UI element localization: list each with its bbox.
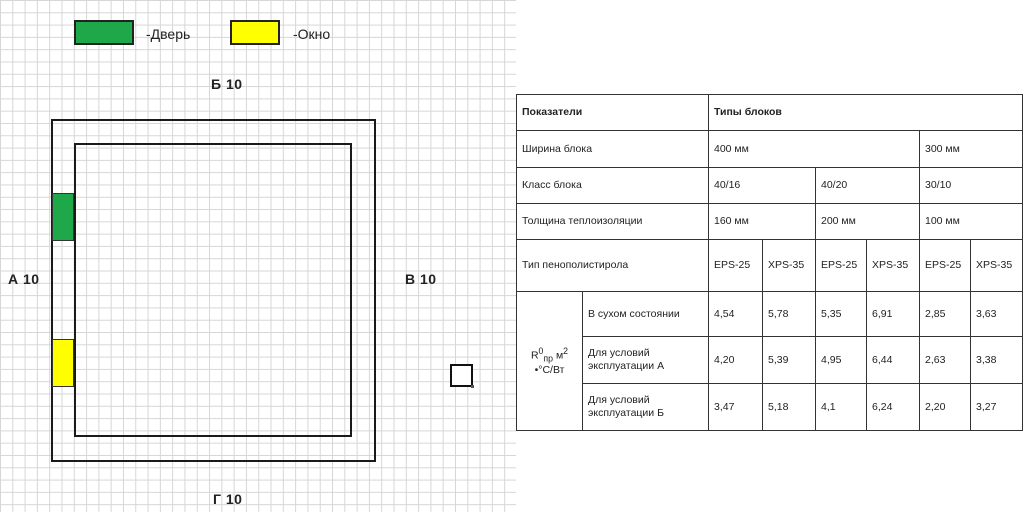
table-cell: 2,63 xyxy=(920,337,971,384)
table-cell: 3,63 xyxy=(971,292,1023,337)
legend-window-label: -Окно xyxy=(293,26,331,42)
table-cell: 2,20 xyxy=(920,384,971,431)
table-row-foam xyxy=(517,240,1023,292)
r-unit: м xyxy=(553,349,564,362)
r-unit-superscript: 2 xyxy=(563,345,569,356)
table-row-dry xyxy=(517,292,1023,337)
row-label-resistance xyxy=(517,292,583,431)
legend-window-swatch xyxy=(230,20,280,45)
cell-class-3: 30/10 xyxy=(920,168,1023,204)
cell-ins-2: 200 мм xyxy=(816,204,920,240)
table-header-row xyxy=(517,95,1023,131)
table-row-width xyxy=(517,131,1023,168)
table-cell: 5,18 xyxy=(763,384,816,431)
table-row-cond-b xyxy=(517,384,1023,431)
small-square-handle xyxy=(471,385,474,388)
door-opening xyxy=(52,193,74,241)
plan-label-top: Б 10 xyxy=(211,76,243,92)
table-cell: 5,78 xyxy=(763,292,816,337)
cell-foam: EPS-25 xyxy=(920,240,971,292)
table-cell: 4,1 xyxy=(816,384,867,431)
table-cell: 4,54 xyxy=(709,292,763,337)
table-cell: 6,91 xyxy=(867,292,920,337)
legend-door-swatch xyxy=(74,20,134,45)
cell-foam: EPS-25 xyxy=(816,240,867,292)
inner-wall xyxy=(74,143,352,437)
row-label-class: Класс блока xyxy=(517,168,709,204)
cell-width-400: 400 мм xyxy=(709,131,920,168)
cell-foam: XPS-35 xyxy=(763,240,816,292)
legend-door-label: -Дверь xyxy=(146,26,191,42)
table-cell: 4,95 xyxy=(816,337,867,384)
cell-foam: EPS-25 xyxy=(709,240,763,292)
row-label-dry: В сухом состоянии xyxy=(583,292,709,337)
r-superscript: 0 xyxy=(538,345,544,356)
table-cell: 6,24 xyxy=(867,384,920,431)
table-cell: 5,35 xyxy=(816,292,867,337)
table-row-cond-a xyxy=(517,337,1023,384)
plan-label-right: В 10 xyxy=(405,271,437,287)
row-label-cond-b: Для условий эксплуатации Б xyxy=(583,384,709,431)
table-cell: 4,20 xyxy=(709,337,763,384)
plan-label-bottom: Г 10 xyxy=(213,491,243,507)
window-opening xyxy=(52,339,74,387)
header-block-types: Типы блоков xyxy=(709,95,1023,131)
row-label-cond-a: Для условий эксплуатации А xyxy=(583,337,709,384)
row-label-insulation: Толщина теплоизоляции xyxy=(517,204,709,240)
cell-foam: XPS-35 xyxy=(867,240,920,292)
plan-label-left: А 10 xyxy=(8,271,40,287)
cell-class-1: 40/16 xyxy=(709,168,816,204)
table-row-class xyxy=(517,168,1023,204)
row-label-foam: Тип пенополистирола xyxy=(517,240,709,292)
table-cell: 6,44 xyxy=(867,337,920,384)
small-square-marker xyxy=(450,364,473,387)
table-cell: 3,38 xyxy=(971,337,1023,384)
table-cell: 3,27 xyxy=(971,384,1023,431)
r-unit-rest: •°С/Вт xyxy=(534,363,565,376)
row-label-width: Ширина блока xyxy=(517,131,709,168)
r-subscript: пр xyxy=(543,353,554,364)
cell-class-2: 40/20 xyxy=(816,168,920,204)
cell-ins-3: 100 мм xyxy=(920,204,1023,240)
table-cell: 2,85 xyxy=(920,292,971,337)
table-row-insulation xyxy=(517,204,1023,240)
block-types-table xyxy=(516,94,1023,431)
header-indicators: Показатели xyxy=(517,95,709,131)
table-cell: 3,47 xyxy=(709,384,763,431)
cell-foam: XPS-35 xyxy=(971,240,1023,292)
cell-width-300: 300 мм xyxy=(920,131,1023,168)
table-cell: 5,39 xyxy=(763,337,816,384)
cell-ins-1: 160 мм xyxy=(709,204,816,240)
r-symbol: R xyxy=(530,349,539,362)
